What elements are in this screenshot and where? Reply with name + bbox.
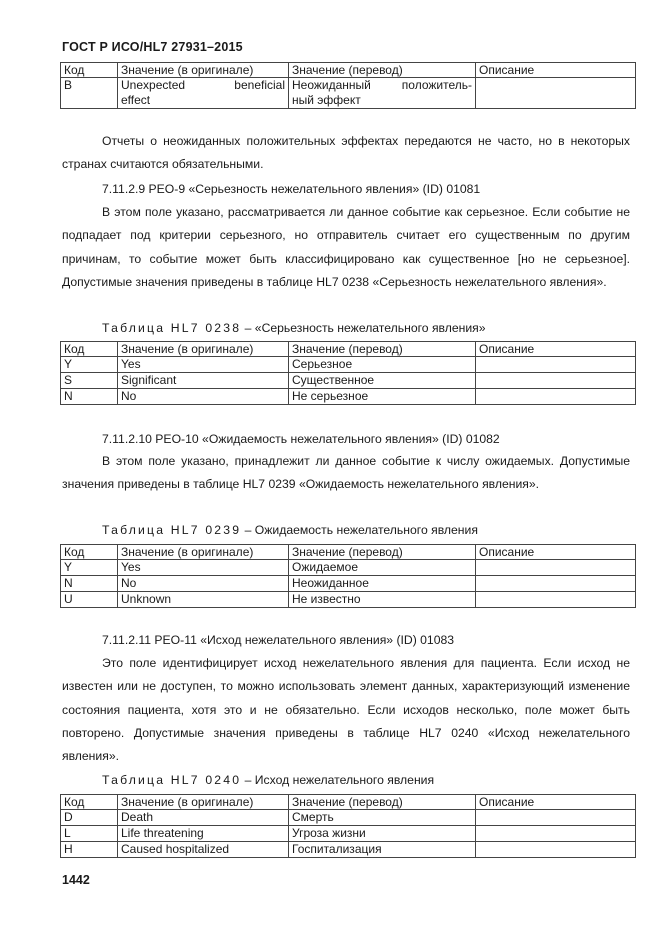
translation-cell: Существенное <box>289 373 476 389</box>
description-cell <box>476 810 636 826</box>
table-caption-title: – Исход нежелательного явления <box>244 773 435 787</box>
code-cell: N <box>61 389 118 405</box>
description-cell <box>476 842 636 858</box>
column-header: Код <box>61 795 118 810</box>
column-header: Описание <box>476 63 636 78</box>
translation-cell: Неожиданное <box>289 576 476 592</box>
original-value-cell: Unknown <box>118 592 289 608</box>
table-header-row <box>61 545 636 560</box>
original-value-line: effect <box>121 93 151 107</box>
code-cell: U <box>61 592 118 608</box>
code-cell: Y <box>61 560 118 576</box>
translation-cell <box>289 78 476 109</box>
column-header: Значение (перевод) <box>289 63 476 78</box>
description-cell <box>476 826 636 842</box>
code-cell: D <box>61 810 118 826</box>
document-header: ГОСТ Р ИСО/HL7 27931–2015 <box>62 40 243 54</box>
translation-cell: Угроза жизни <box>289 826 476 842</box>
column-header: Значение (в оригинале) <box>118 795 289 810</box>
column-header: Описание <box>476 795 636 810</box>
column-header: Код <box>61 63 118 78</box>
paragraph-seriousness: В этом поле указано, рассматривается ли данное событие как серьезное. Если событие не подпадает под критерии серьезного, но отправитель считает его существенным по другим причинам, то событие может быть классифицировано как существенное [но не серьезное]. Допустимые значения приведены в таблице HL7 0238 «Серьезность нежелательного явления». <box>62 205 630 289</box>
description-cell <box>476 560 636 576</box>
code-cell: B <box>61 78 118 109</box>
paragraph-expectedness: В этом поле указано, принадлежит ли данное событие к числу ожидаемых. Допустимые значения приведены в таблице HL7 0239 «Ожидаемость нежелательного явления». <box>62 454 630 492</box>
column-header: Описание <box>476 545 636 560</box>
description-cell <box>476 357 636 373</box>
column-header: Значение (в оригинале) <box>118 545 289 560</box>
table-row <box>61 373 636 389</box>
table-caption-title: – «Серьезность нежелательного явления» <box>244 321 486 335</box>
code-cell: L <box>61 826 118 842</box>
table-caption-label: Таблица HL7 0238 <box>102 321 242 335</box>
table-header-row <box>61 795 636 810</box>
translation-cell: Серьезное <box>289 357 476 373</box>
table-caption-label: Таблица HL7 0240 <box>102 773 242 787</box>
original-value-cell: Caused hospitalized <box>118 842 289 858</box>
column-header: Значение (перевод) <box>289 795 476 810</box>
table-continuation <box>60 62 636 109</box>
table-header-row <box>61 342 636 357</box>
table-row <box>61 592 636 608</box>
translation-line: ный эффект <box>292 93 361 107</box>
original-value-cell: Yes <box>118 357 289 373</box>
table-row <box>61 826 636 842</box>
translation-cell: Ожидаемое <box>289 560 476 576</box>
section-heading-peo9: 7.11.2.9 PEO-9 «Серьезность нежелательного явления» (ID) 01081 <box>102 182 481 196</box>
original-value-cell: Death <box>118 810 289 826</box>
column-header: Код <box>61 342 118 357</box>
table-caption-0238 <box>102 321 486 335</box>
column-header: Значение (перевод) <box>289 342 476 357</box>
description-cell <box>476 373 636 389</box>
translation-cell: Не известно <box>289 592 476 608</box>
code-cell: Y <box>61 357 118 373</box>
column-header: Описание <box>476 342 636 357</box>
original-value-cell: No <box>118 389 289 405</box>
table-row <box>61 560 636 576</box>
table-row <box>61 78 636 109</box>
section-heading-peo10: 7.11.2.10 PEO-10 «Ожидаемость нежелательного явления» (ID) 01082 <box>102 432 500 446</box>
table-caption-0240 <box>102 773 434 787</box>
translation-cell: Госпитализация <box>289 842 476 858</box>
description-cell <box>476 592 636 608</box>
table-caption-label: Таблица HL7 0239 <box>102 523 242 537</box>
table-row <box>61 842 636 858</box>
table-row <box>61 576 636 592</box>
column-header: Значение (в оригинале) <box>118 63 289 78</box>
code-cell: N <box>61 576 118 592</box>
translation-line: Неожиданный положитель- <box>292 78 472 92</box>
original-value-cell: Significant <box>118 373 289 389</box>
page-number: 1442 <box>62 873 90 887</box>
description-cell <box>476 78 636 109</box>
table-hl7-0240 <box>60 794 636 858</box>
code-cell: H <box>61 842 118 858</box>
table-header-row <box>61 63 636 78</box>
table-row <box>61 810 636 826</box>
translation-cell: Смерть <box>289 810 476 826</box>
table-hl7-0238 <box>60 341 636 405</box>
description-cell <box>476 576 636 592</box>
column-header: Значение (перевод) <box>289 545 476 560</box>
original-value-line: Unexpected beneficial <box>121 78 285 92</box>
table-row <box>61 389 636 405</box>
column-header: Код <box>61 545 118 560</box>
section-heading-peo11: 7.11.2.11 PEO-11 «Исход нежелательного явления» (ID) 01083 <box>102 633 455 647</box>
paragraph-beneficial-effects: Отчеты о неожиданных положительных эффектах передаются не часто, но в некоторых странах считаются обязательными. <box>62 134 630 172</box>
original-value-cell: Yes <box>118 560 289 576</box>
code-cell: S <box>61 373 118 389</box>
column-header: Значение (в оригинале) <box>118 342 289 357</box>
original-value-cell <box>118 78 289 109</box>
table-caption-0239 <box>102 523 478 537</box>
paragraph-outcome: Это поле идентифицирует исход нежелательного явления для пациента. Если исход не известен или не доступен, то можно использовать элемент данных, характеризующий изменение состояния пациента, хотя это и не обязательно. Если исходов несколько, поле может быть повторено. Допустимые значения приведены в таблице HL7 0240 «Исход нежелательного явления». <box>62 656 630 764</box>
table-caption-title: – Ожидаемость нежелательного явления <box>244 523 478 537</box>
table-hl7-0239 <box>60 544 636 608</box>
original-value-cell: Life threatening <box>118 826 289 842</box>
translation-cell: Не серьезное <box>289 389 476 405</box>
original-value-cell: No <box>118 576 289 592</box>
description-cell <box>476 389 636 405</box>
table-row <box>61 357 636 373</box>
